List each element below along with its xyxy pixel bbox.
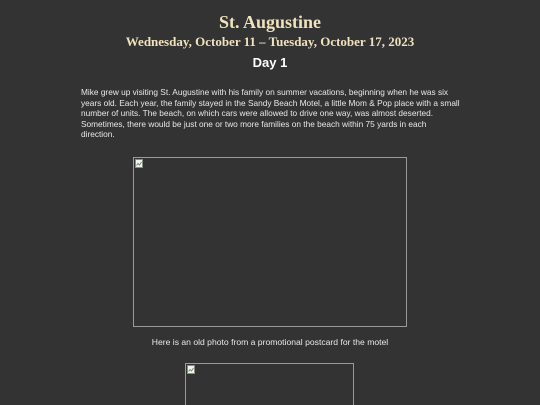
motel-photo-placeholder (133, 157, 407, 327)
day-heading: Day 1 (252, 55, 288, 70)
postcard-image-placeholder (185, 363, 354, 405)
broken-image-icon (187, 365, 195, 374)
broken-image-icon (135, 159, 143, 168)
page-title: St. Augustine (218, 12, 322, 32)
trip-dates: Wednesday, October 11 – Tuesday, October 17, 2023 (125, 34, 415, 49)
photo-caption: Here is an old photo from a promotional postcard for the motel (151, 337, 389, 347)
intro-paragraph: Mike grew up visiting St. Augustine with his family on summer vacations, beginning when he was six years old. Each year, the family stayed in the Sandy Beach Motel, a little Mom & Pop place with a small number of units. The beach, on which cars were allowed to drive one way, was almost deserted. Sometimes, there would be just one or two more families on the beach within 75 yards in each direction. (81, 87, 460, 140)
